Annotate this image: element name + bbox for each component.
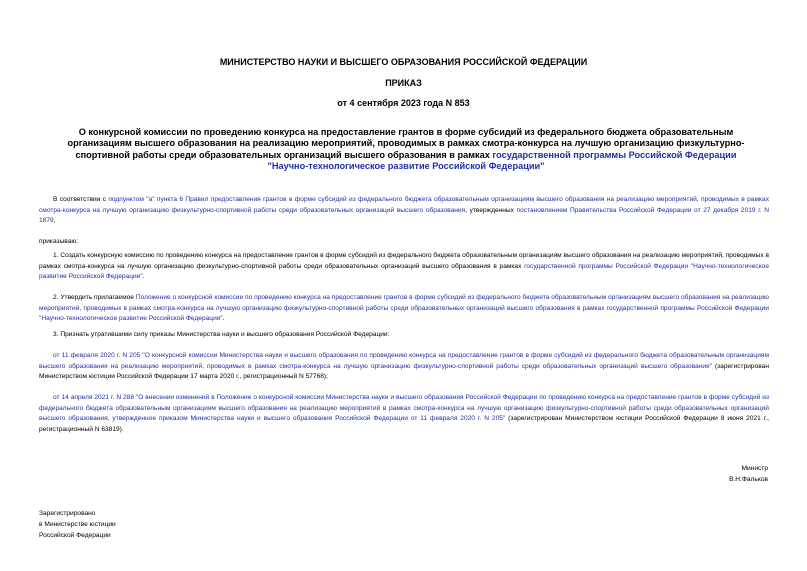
state-program-link[interactable]: государственной программы Российской Федерации "Научно-технологическое развитие Российской Федерации"	[267, 149, 737, 171]
item-3-paragraph: 3. Признать утратившими силу приказы Министерства науки и высшего образования Российской Федерации:	[53, 331, 390, 338]
signatory-position: Министр	[741, 465, 768, 472]
registration-line-2: в Министерстве юстиции	[39, 521, 116, 528]
item-1-end: .	[142, 273, 145, 281]
order-288-link[interactable]: от 14 апреля 2021 г. N 288 "О внесении изменений в Положение о конкурсной комиссии Министерства науки и высшего образования Российской Федерации по проведению конкурса на предоставление грантов в форме субсидий из федерального бюджета образовательным организациям высшего образования на реализацию мероприятий в рамках смотра-конкурса на лучшую организацию физкультурно-спортивной работы среди образовательных организаций высшего образования, утвержденное	[39, 394, 769, 423]
item-2-text: 2. Утвердить прилагаемое	[53, 294, 136, 301]
repeal-2-text: (зарегистрирован Министерством юстиции Российской Федерации 8 июня 2021 г., регистрационный N 63819).	[39, 415, 769, 433]
order-word: приказываю:	[39, 238, 79, 245]
item-1-program-link[interactable]: государственной программы Российской Федерации "Научно-технологическое развитие Российской Федерации"	[39, 262, 770, 281]
government-decree-link[interactable]: постановлением Правительства Российской Федерации от 27 декабря 2019 г. N 1879	[39, 206, 770, 225]
order-288-link-end[interactable]: "	[502, 415, 506, 423]
rules-subclause-link[interactable]: подпунктом "а" пункта 6 Правил предоставления грантов в форме субсидий из федерального бюджета образовательным организациям высшего образования на реализацию мероприятий, проводимых в рамках смотра-конкурса на лучшую организацию физкультурно-спортивной работы среди образовательных организаций высшего образования	[39, 196, 769, 214]
preamble-text-3: ,	[53, 217, 56, 225]
registration-line-3: Российской Федерации	[39, 532, 111, 539]
ministry-heading: МИНИСТЕРСТВО НАУКИ И ВЫСШЕГО ОБРАЗОВАНИЯ РОССИЙСКОЙ ФЕДЕРАЦИИ	[219, 57, 588, 67]
item-1-text: 1. Создать конкурсную комиссию по проведению конкурса на предоставление грантов в форме субсидий из федерального бюджета образовательным организациям высшего образования на реализацию мероприятий, проводимых в рамках смотра-конкурса на лучшую организацию физкультурно-спортивной работы среди образовательных организаций высшего образования в рамках	[39, 252, 769, 270]
registration-line-1: Зарегистрировано	[39, 510, 96, 517]
preamble-text-2: , утвержденных	[465, 206, 517, 214]
order-205-link[interactable]: от 11 февраля 2020 г. N 205 "О конкурсной комиссии Министерства науки и высшего образования по проведению конкурса на предоставление грантов в форме субсидий из федерального бюджета образовательным организациям высшего образования на реализацию мероприятий, проводимых в рамках смотра-конкурса на лучшую организацию физкультурно-спортивной работы среди образовательных организаций высшего образования"	[39, 352, 769, 370]
signatory-name: В.Н.Фальков	[729, 476, 768, 483]
document-type: ПРИКАЗ	[385, 78, 422, 88]
document-title	[56, 127, 756, 172]
repeal-1-text: (зарегистрирован Министерством юстиции Российской Федерации 17 марта 2020 г., регистрационный N 57768);	[39, 362, 769, 381]
preamble-paragraph	[39, 195, 769, 227]
repeal-1-paragraph	[39, 351, 769, 383]
repeal-2-paragraph	[39, 393, 769, 435]
preamble-text-1: В соответствии с	[53, 196, 109, 203]
commission-regulation-link[interactable]: Положение о конкурсной комиссии по проведению конкурса на предоставление грантов в форме субсидий из федерального бюджета образовательным организациям высшего образования на реализацию мероприятий, проводимых в рамках смотра-конкурса на лучшую организацию физкультурно-спортивной работы среди образовательных организаций высшего образования в рамках государственной программы Российской Федерации "Научно-технологическое развитие Российской Федерации"	[39, 294, 770, 323]
item-2-end: .	[222, 315, 225, 323]
title-text: О конкурсной комиссии по проведению конкурса на предоставление грантов в форме субсидий из федерального бюджета образовательным организациям высшего образования на реализацию мероприятий, проводимых в рамках смотра-конкурса на лучшую организацию физкультурно-спортивной работы среди образовательных организаций высшего образования в рамках	[67, 127, 745, 160]
item-1-paragraph	[39, 251, 769, 283]
document-date-number: от 4 сентября 2023 года N 853	[337, 98, 470, 108]
item-2-paragraph	[39, 293, 769, 325]
order-205-reference-link[interactable]: приказом Министерства науки и высшего образования Российской Федерации от 11 февраля 2020 г. N 205	[158, 415, 503, 423]
